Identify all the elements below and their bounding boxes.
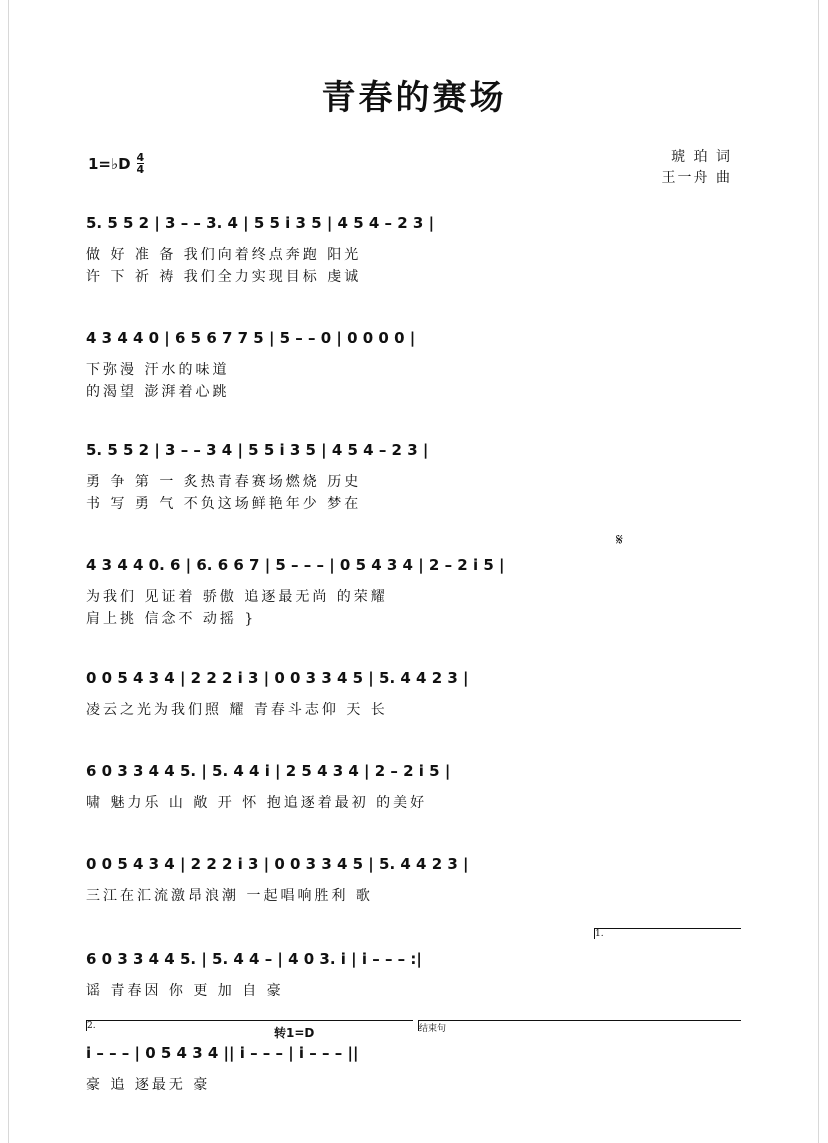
notation-line: 4 3 4 4 0. 6 | 6. 6 6 7 | 5 – – – | 0 5 4 3 4 | 2 – 2 i 5 | [86,556,505,574]
notation-line: 5. 5 5 2 | 3 – – 3 4 | 5 5 i 3 5 | 4 5 4 – 2 3 | [86,441,429,459]
time-bottom: 4 [136,163,145,176]
notation-line: 4 3 4 4 0 | 6 5 6 7 7 5 | 5 – – 0 | 0 0 0 0 | [86,329,416,347]
lyric-line-1: 勇 争 第 一 炙热青春赛场燃烧 历史 [86,474,362,490]
volta-1: 1. [594,928,741,939]
time-top: 4 [136,151,145,164]
lyric-line-1: 下弥漫 汗水的味道 [86,362,230,378]
time-signature [137,152,145,175]
key-label: 1=♭D [88,154,131,173]
lyric-line-1: 谣 青春因 你 更 加 自 豪 [86,983,284,999]
notation-line: i – – – | 0 5 4 3 4 || i – – – | i – – – || [86,1044,359,1062]
notation-line: 0 0 5 4 3 4 | 2 2 2 i 3 | 0 0 3 3 4 5 | 5. 4 4 2 3 | [86,669,469,687]
composer-credit: 王一舟 曲 [661,170,732,186]
lyric-line-2: 许 下 祈 祷 我们全力实现目标 虔诚 [86,269,362,285]
lyric-line-2: 肩上挑 信念不 动摇 } [86,611,257,627]
lyric-line-2: 的渴望 澎湃着心跳 [86,384,230,400]
lyric-line-1: 为我们 见证着 骄傲 追逐最无尚 的荣耀 [86,589,388,605]
lyric-line-1: 做 好 准 备 我们向着终点奔跑 阳光 [86,247,362,263]
page-title: 青春的赛场 [321,78,507,118]
lyric-line-2: 书 写 勇 气 不负这场鲜艳年少 梦在 [86,496,362,512]
segno-mark: 𝄋 [616,530,623,549]
volta-2: 2. [86,1020,413,1031]
key-signature [88,152,144,175]
notation-line: 0 0 5 4 3 4 | 2 2 2 i 3 | 0 0 3 3 4 5 | 5. 4 4 2 3 | [86,855,469,873]
lyric-line-1: 豪 追 逐最无 豪 [86,1077,211,1093]
notation-line: 6 0 3 3 4 4 5. | 5. 4 4 – | 4 0 3. i | i – – – :| [86,950,422,968]
notation-line: 6 0 3 3 4 4 5. | 5. 4 4 i | 2 5 4 3 4 | 2 – 2 i 5 | [86,762,451,780]
lyric-line-1: 凌云之光为我们照 耀 青春斗志仰 天 长 [86,702,388,718]
modulation-mark: 转1=D [274,1026,315,1040]
notation-line: 5. 5 5 2 | 3 – – 3. 4 | 5 5 i 3 5 | 4 5 4 – 2 3 | [86,214,435,232]
lyricist-credit: 琥 珀 词 [671,149,732,165]
ending-bracket: 结束句 [418,1020,741,1031]
lyric-line-1: 啸 魅力乐 山 敞 开 怀 抱追逐着最初 的美好 [86,795,428,811]
lyric-line-1: 三江在汇流激昂浪潮 一起唱响胜利 歌 [86,888,373,904]
